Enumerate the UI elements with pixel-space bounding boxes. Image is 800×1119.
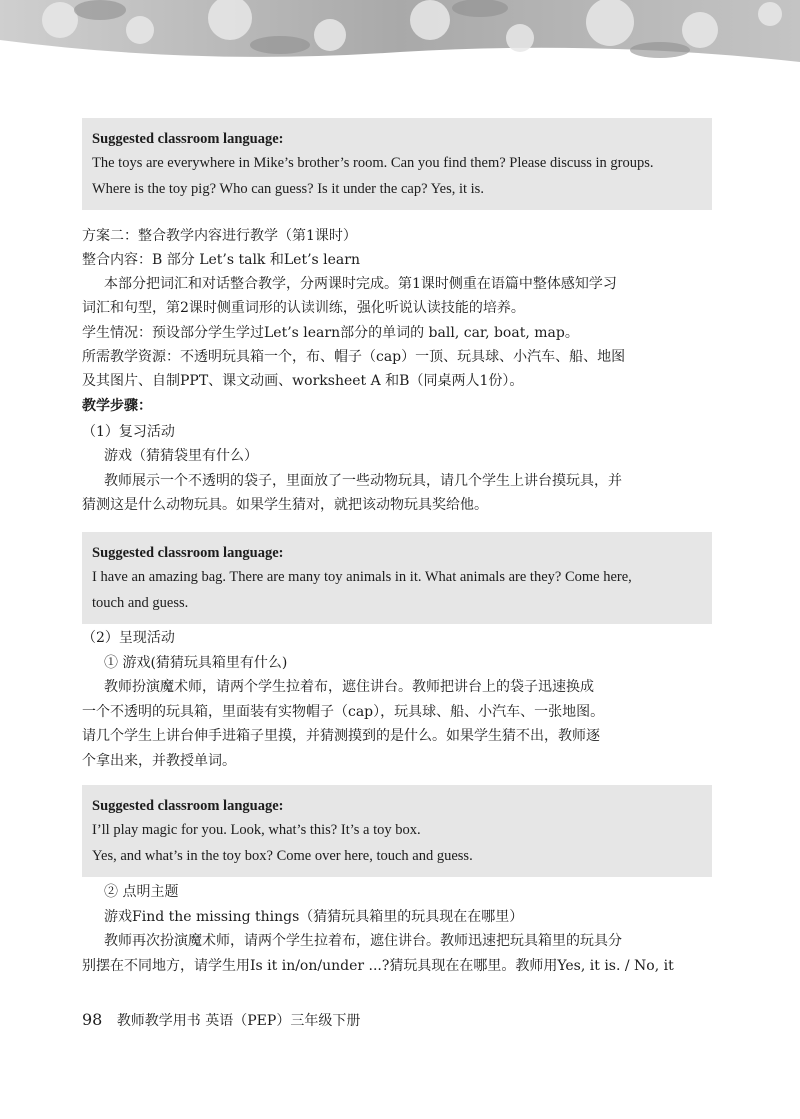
box-line: I’ll play magic for you. Look, what’s this? It’s a toy box. xyxy=(92,822,421,838)
step1-desc-line: 猜测这是什么动物玩具。如果学生猜对，就把该动物玩具奖给他。 xyxy=(82,497,488,513)
plan-desc-line: 词汇和句型，第2课时侧重词形的认读训练，强化听说认读技能的培养。 xyxy=(82,300,525,316)
classroom-language-box-1 xyxy=(82,118,712,210)
classroom-language-box-3 xyxy=(82,785,712,877)
plan-resources-line: 所需教学资源：不透明玩具箱一个，布、帽子（cap）一顶、玩具球、小汽车、船、地图 xyxy=(82,349,626,365)
box-heading: Suggested classroom language: xyxy=(92,545,284,561)
step2-title: （2）呈现活动 xyxy=(82,630,175,646)
box-line: touch and guess. xyxy=(92,595,189,611)
box-line: I have an amazing bag. There are many toy animals in it. What animals are they? Come here, xyxy=(92,569,632,585)
page-number: 98 xyxy=(82,1010,103,1029)
step2-desc-line: 请几个学生上讲台伸手进箱子里摸，并猜测摸到的是什么。如果学生猜不出，教师逐 xyxy=(82,728,600,744)
step2-desc-line: 个拿出来，并教授单词。 xyxy=(82,753,236,769)
plan-content: 整合内容：B 部分 Let’s talk 和Let’s learn xyxy=(82,252,360,268)
box-line: Where is the toy pig? Who can guess? Is it under the cap? Yes, it is. xyxy=(92,181,484,197)
step1-desc-line: 教师展示一个不透明的袋子，里面放了一些动物玩具，请几个学生上讲台摸玩具，并 xyxy=(104,473,622,489)
step3-desc-line: 别摆在不同地方，请学生用Is it in/on/under ...?猜玩具现在在哪里。教师用Yes, it is. / No, it xyxy=(82,958,674,974)
step1-title: （1）复习活动 xyxy=(82,424,175,440)
step2-desc-line: 一个不透明的玩具箱，里面装有实物帽子（cap），玩具球、船、小汽车、一张地图。 xyxy=(82,704,605,720)
page-footer xyxy=(82,1010,360,1030)
decorative-banner xyxy=(0,0,800,95)
step2-desc-line: 教师扮演魔术师，请两个学生拉着布，遮住讲台。教师把讲台上的袋子迅速换成 xyxy=(104,679,594,695)
classroom-language-box-2 xyxy=(82,532,712,624)
plan-title: 方案二：整合教学内容进行教学（第1课时） xyxy=(82,228,357,244)
box-heading: Suggested classroom language: xyxy=(92,131,284,147)
box-heading: Suggested classroom language: xyxy=(92,798,284,814)
step3-desc-line: 教师再次扮演魔术师，请两个学生拉着布，遮住讲台。教师迅速把玩具箱里的玩具分 xyxy=(104,933,622,949)
step3-title: ② 点明主题 xyxy=(104,884,179,900)
plan-desc-line: 本部分把词汇和对话整合教学，分两课时完成。第1课时侧重在语篇中整体感知学习 xyxy=(104,276,617,292)
book-title: 教师教学用书 英语（PEP）三年级下册 xyxy=(116,1013,361,1029)
box-line: The toys are everywhere in Mike’s brother’s room. Can you find them? Please discuss in groups. xyxy=(92,155,654,171)
steps-title: 教学步骤： xyxy=(82,398,152,414)
plan-students: 学生情况：预设部分学生学过Let’s learn部分的单词的 ball, car, boat, map。 xyxy=(82,325,579,341)
plan-resources-line: 及其图片、自制PPT、课文动画、worksheet A 和B（同桌两人1份）。 xyxy=(82,373,524,389)
box-line: Yes, and what’s in the toy box? Come over here, touch and guess. xyxy=(92,848,473,864)
step1-game: 游戏（猜猜袋里有什么） xyxy=(104,448,258,464)
step3-game: 游戏Find the missing things（猜猜玩具箱里的玩具现在在哪里） xyxy=(104,909,524,925)
step2-game: ① 游戏(猜猜玩具箱里有什么) xyxy=(104,655,288,671)
